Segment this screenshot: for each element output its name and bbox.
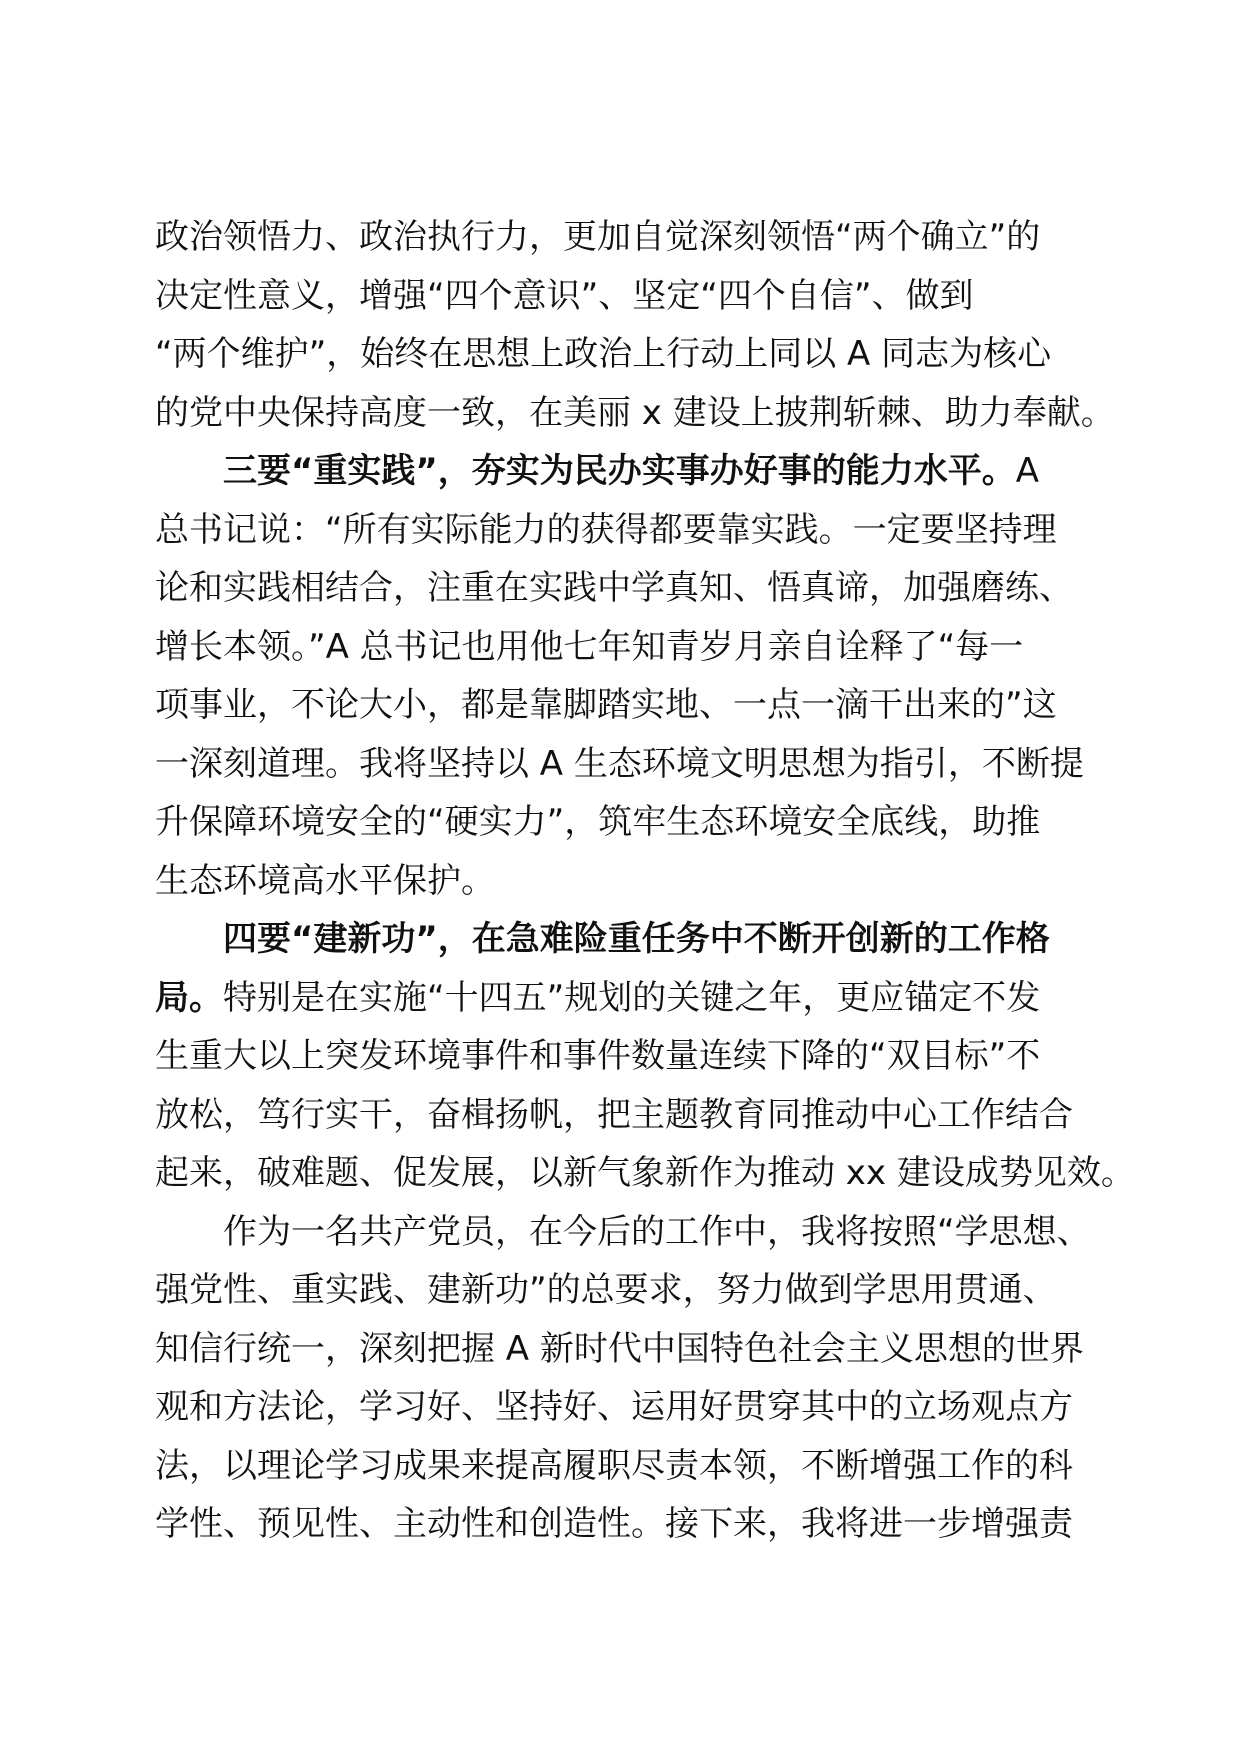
paragraph-3 — [155, 910, 1135, 1203]
document-page — [155, 208, 1135, 1554]
paragraph-2 — [155, 442, 1115, 910]
text-line: 一深刻道理。我将坚持以 A 生态环境文明思想为指引，不断提 — [155, 743, 1084, 784]
text-line — [155, 969, 1115, 1028]
paragraph-4 — [155, 1203, 1115, 1554]
section-heading: 四要“建新功”，在急难险重任务中不断开创新的工作格 — [223, 919, 1050, 959]
text-line: 增长本领。”A 总书记也用他七年知青岁月亲自诠释了“每一 — [155, 626, 1024, 667]
text-line — [155, 442, 1115, 501]
text-line: 放松，笃行实干，奋楫扬帆，把主题教育同推动中心工作结合 — [155, 1094, 1073, 1135]
text-line: 起来，破难题、促发展，以新气象新作为推动 xx 建设成势见效。 — [155, 1153, 1135, 1193]
text-line: 观和方法论，学习好、坚持好、运用好贯穿其中的立场观点方 — [155, 1387, 1073, 1427]
text-run: A — [1015, 451, 1039, 491]
paragraph-1 — [155, 208, 1115, 442]
text-line: 学性、预见性、主动性和创造性。接下来，我将进一步增强责 — [155, 1504, 1073, 1544]
text-line: 生态环境高水平保护。 — [155, 860, 495, 901]
text-line: 的党中央保持高度一致，在美丽 x 建设上披荆斩棘、助力奉献。 — [155, 392, 1115, 433]
text-line: 作为一名共产党员，在今后的工作中，我将按照“学思想、 — [223, 1211, 1091, 1252]
section-heading: 三要“重实践”，夯实为民办实事办好事的能力水平。 — [223, 451, 1016, 491]
text-line: 项事业，不论大小，都是靠脚踏实地、一点一滴干出来的”这 — [155, 685, 1057, 725]
text-line: 升保障环境安全的“硬实力”，筑牢生态环境安全底线，助推 — [155, 802, 1041, 842]
text-line: 强党性、重实践、建新功”的总要求，努力做到学思用贯通、 — [155, 1270, 1057, 1310]
section-heading-end: 局。 — [155, 977, 223, 1018]
text-line: 法，以理论学习成果来提高履职尽责本领，不断增强工作的科 — [155, 1445, 1073, 1486]
text-line: 论和实践相结合，注重在实践中学真知、悟真谛，加强磨练、 — [155, 568, 1073, 608]
text-line: 决定性意义，增强“四个意识”、坚定“四个自信”、做到 — [155, 275, 974, 316]
text-run: 特别是在实施“十四五”规划的关键之年，更应锚定不发 — [223, 977, 1041, 1018]
text-line: 总书记说：“所有实际能力的获得都要靠实践。一定要坚持理 — [155, 509, 1057, 550]
text-line: “两个维护”，始终在思想上政治上行动上同以 A 同志为核心 — [155, 334, 1052, 374]
text-line: 生重大以上突发环境事件和事件数量连续下降的“双目标”不 — [155, 1036, 1041, 1076]
text-line: 政治领悟力、政治执行力，更加自觉深刻领悟“两个确立”的 — [155, 217, 1041, 257]
text-line: 知信行统一，深刻把握 A 新时代中国特色社会主义思想的世界 — [155, 1328, 1084, 1369]
